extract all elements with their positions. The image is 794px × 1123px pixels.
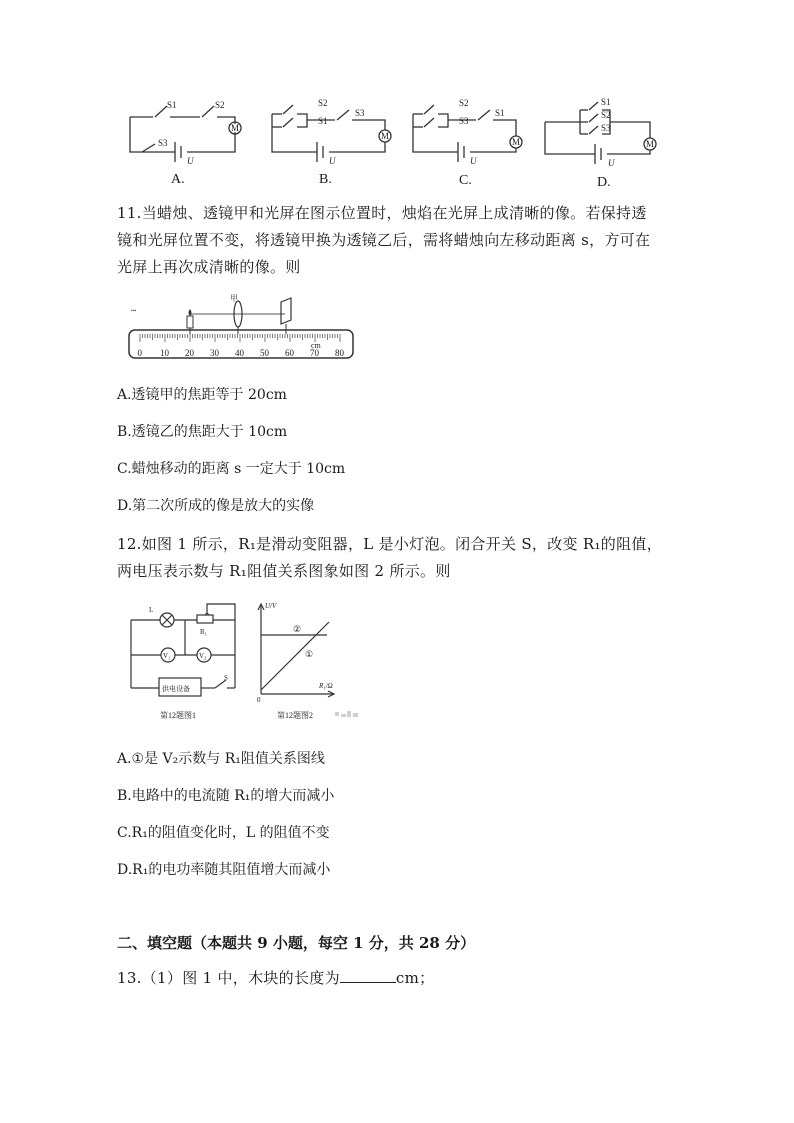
- voltage-symbol: U: [187, 156, 194, 166]
- lens-jia: [234, 301, 242, 334]
- watermark-stamp: [335, 711, 358, 717]
- q12-figure-2-graph: [255, 596, 365, 726]
- q12-stem-line: 12.如图 1 所示，R₁是滑动变阻器，L 是小灯泡。闭合开关 S，改变 R₁的阻值，: [117, 535, 662, 553]
- svg-text:▪▪▪: ▪▪▪: [131, 309, 137, 314]
- voltage-symbol: U: [470, 156, 477, 166]
- fig1-caption: 第12题图1: [160, 711, 196, 720]
- v1-label: V₁: [163, 652, 171, 660]
- fig2-caption: 第12题图2: [277, 711, 313, 720]
- voltage-symbol: U: [329, 156, 336, 166]
- q12-option-b[interactable]: B.电路中的电流随 R₁的增大而减小: [117, 788, 335, 804]
- q12-option-c[interactable]: C.R₁的阻值变化时，L 的阻值不变: [117, 825, 330, 841]
- q13-answer-blank[interactable]: [340, 968, 396, 983]
- q12-stem: [117, 531, 687, 585]
- switch-label: S2: [459, 98, 469, 108]
- q13-suffix: cm；: [395, 969, 435, 987]
- motor-symbol: M: [381, 131, 390, 141]
- motor-symbol: M: [646, 139, 655, 149]
- q12-stem-line: 两电压表示数与 R₁阻值关系图象如图 2 所示。则: [117, 562, 451, 580]
- motor-symbol: M: [231, 123, 240, 133]
- switch-label: S3: [459, 116, 469, 126]
- q11-stem-line: 镜和光屏位置不变，将透镜甲换为透镜乙后，需将蜡烛向左移动距离 s，方可在: [117, 231, 651, 249]
- ruler-tick-label: 0: [137, 348, 142, 358]
- q10-option-d-label: D.: [597, 175, 611, 190]
- ruler-tick-label: 50: [260, 348, 269, 358]
- q13-stem: [117, 965, 434, 992]
- circuit-option-a: [130, 106, 241, 162]
- switch-label: S3: [158, 138, 168, 148]
- rheostat-label: R₁: [200, 628, 208, 636]
- q12-figure-1-circuit: [127, 600, 245, 725]
- switch-label: S3: [601, 123, 611, 133]
- q12-option-a[interactable]: A.①是 V₂示数与 R₁阻值关系图线: [117, 751, 325, 767]
- switch-label: S1: [601, 97, 611, 107]
- origin-label: 0: [257, 696, 261, 704]
- q13-prefix: 13.（1）图 1 中，木块的长度为: [117, 969, 340, 987]
- ruler-tick-label: 30: [210, 348, 219, 358]
- q11-stem-line: 光屏上再次成清晰的像。则: [117, 258, 301, 276]
- voltage-symbol: U: [608, 158, 615, 168]
- q10-option-b-label: B.: [319, 172, 332, 187]
- curve-1-label: ①: [305, 649, 314, 659]
- q11-optical-bench-figure: [125, 292, 357, 370]
- section-2-title: 二、填空题（本题共 9 小题，每空 1 分，共 28 分）: [117, 934, 476, 952]
- lamp-label: L: [149, 606, 154, 614]
- ruler-tick-label: 80: [335, 348, 344, 358]
- motor-symbol: M: [512, 137, 521, 147]
- ruler-tick-label: 20: [185, 348, 194, 358]
- switch-label: S1: [495, 108, 505, 118]
- q11-option-c[interactable]: C.蜡烛移动的距离 s 一定大于 10cm: [117, 461, 346, 477]
- switch-label: S2: [318, 98, 328, 108]
- q11-stem: [117, 200, 687, 281]
- switch-label: S2: [601, 110, 611, 120]
- ruler-tick-label: 10: [160, 348, 169, 358]
- y-axis-label: U/V: [265, 602, 277, 610]
- switch-label: S1: [167, 100, 177, 110]
- q11-option-a[interactable]: A.透镜甲的焦距等于 20cm: [117, 387, 287, 403]
- lens-label: 甲: [230, 294, 238, 303]
- ruler-unit: cm: [311, 341, 321, 350]
- switch-label: S1: [318, 116, 328, 126]
- q11-option-b[interactable]: B.透镜乙的焦距大于 10cm: [117, 424, 288, 440]
- circuit-option-c: [413, 105, 522, 162]
- q10-option-a-label: A.: [171, 172, 185, 187]
- ruler-tick-label: 70: [310, 348, 319, 358]
- q10-option-c-label: C.: [459, 173, 472, 188]
- ruler-tick-label: 40: [235, 348, 244, 358]
- switch-label: S3: [355, 108, 365, 118]
- v2-label: V₂: [199, 652, 207, 660]
- switch-label: S: [224, 674, 228, 682]
- curve-2-label: ②: [293, 624, 302, 634]
- circuit-option-b: [272, 105, 391, 162]
- q11-stem-line: 11.当蜡烛、透镜甲和光屏在图示位置时，烛焰在光屏上成清晰的像。若保持透: [117, 204, 647, 222]
- light-screen: [281, 298, 291, 334]
- supply-label: 供电设备: [162, 685, 190, 693]
- q12-option-d[interactable]: D.R₁的电功率随其阻值增大而减小: [117, 862, 331, 878]
- ruler-tick-label: 60: [285, 348, 294, 358]
- switch-label: S2: [215, 100, 225, 110]
- x-axis-label: R₁/Ω: [319, 682, 333, 690]
- q11-option-d[interactable]: D.第二次所成的像是放大的实像: [117, 498, 315, 514]
